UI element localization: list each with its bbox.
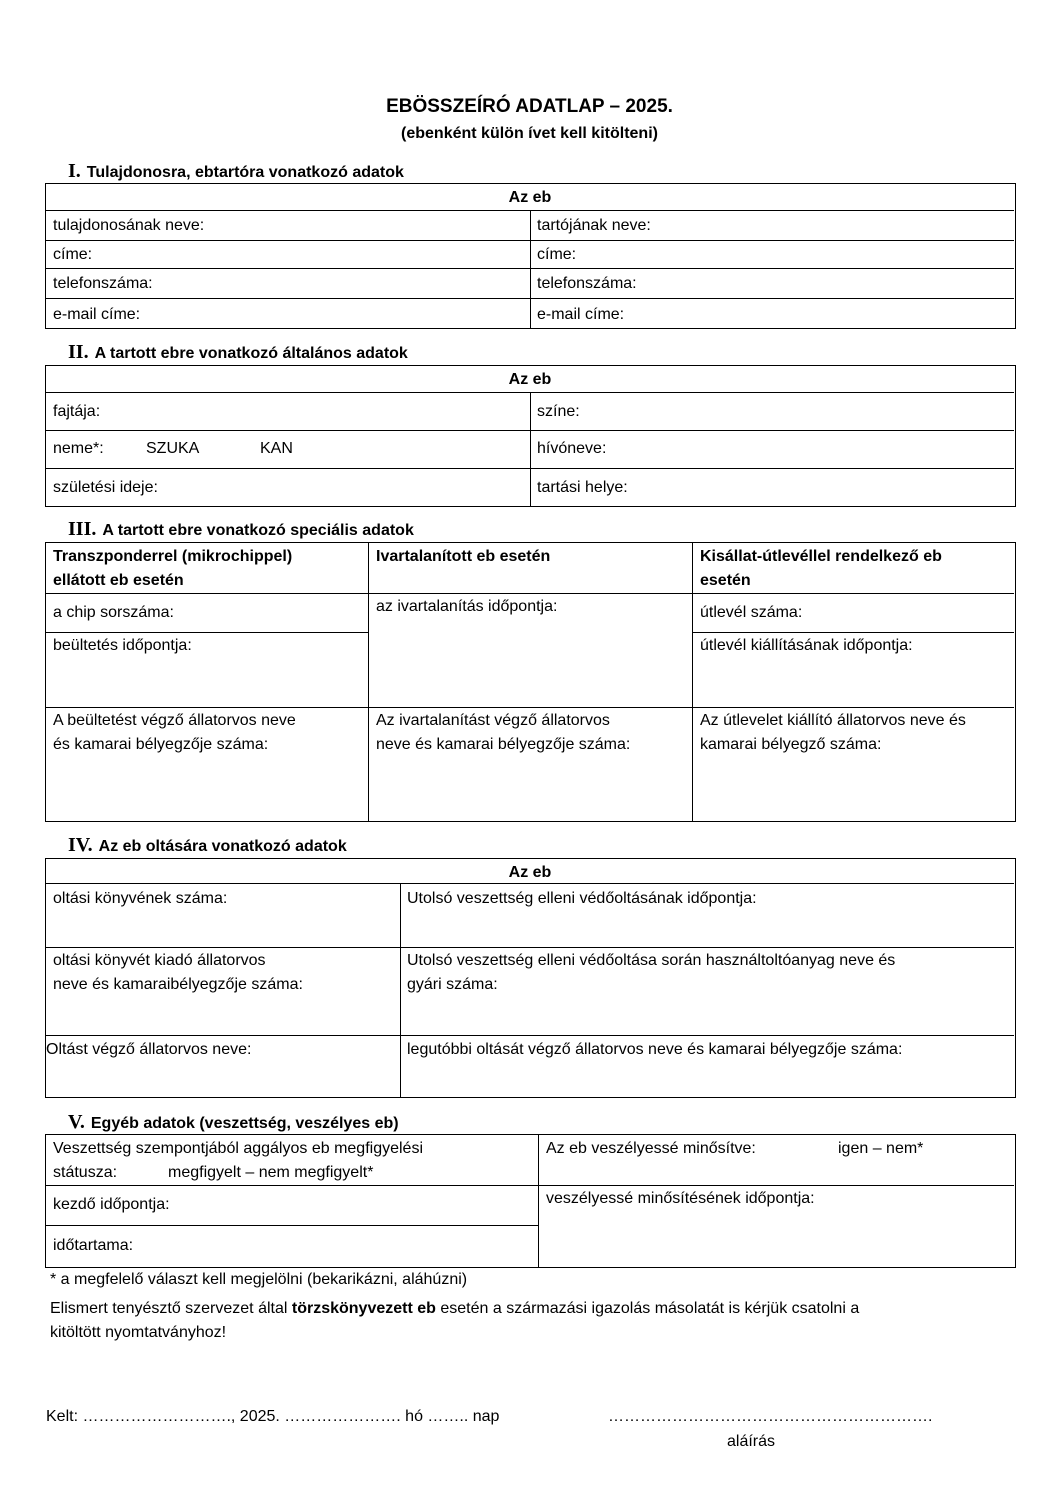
neuter-vet-label-1: Az ivartalanítást végző állatorvos [376,712,610,729]
pedigree-note-post: esetén a származási igazolás másolatát is kérjük csatolni a [435,1300,860,1317]
section-1-title: Tulajdonosra, ebtartóra vonatkozó adatok [86,164,404,181]
call-name-field[interactable]: hívóneve: [537,440,607,457]
dangerous-label: Az eb veszélyessé minősítve: [546,1140,756,1157]
birth-date-field[interactable]: születési ideje: [53,479,158,496]
book-vet-label-2[interactable]: neve és kamaraibélyegzője száma: [53,976,303,993]
section-3-roman: III. [68,518,97,540]
keeper-email-field[interactable]: e-mail címe: [537,306,625,323]
keep-place-field[interactable]: tartási helye: [537,479,628,496]
implant-vet-label-2[interactable]: és kamarai bélyegzője száma: [53,736,269,753]
passport-col-head-2: esetén [700,572,751,589]
general-table [45,365,1016,507]
section-5-roman: V. [68,1111,85,1133]
passport-col-head-1: Kisállat-útlevéllel rendelkező eb [700,548,942,565]
color-field[interactable]: színe: [537,403,580,420]
section-2-roman: II. [68,341,89,363]
implant-date-field[interactable]: beültetés időpontja: [53,637,192,654]
sex-option-male[interactable]: KAN [260,440,293,457]
sex-label: neme*: [53,440,104,457]
pedigree-note-line-1 [50,1297,859,1321]
section-2-heading [68,341,408,364]
chip-number-field[interactable]: a chip sorszáma: [53,604,174,621]
observation-duration-field[interactable]: időtartama: [53,1237,134,1254]
neuter-col-head: Ivartalanított eb esetén [376,548,551,565]
pedigree-note-line-2: kitöltött nyomtatványhoz! [50,1324,227,1341]
vaccination-table-head: Az eb [508,864,552,881]
section-3-title: A tartott ebre vonatkozó speciális adatok [102,522,414,539]
passport-vet-label-2[interactable]: kamarai bélyegző száma: [700,736,882,753]
section-1-roman: I. [68,160,81,182]
owner-phone-field[interactable]: telefonszáma: [53,275,153,292]
page-subtitle: (ebenként külön ívet kell kitölteni) [401,125,658,142]
special-table [45,542,1016,822]
keeper-name-field[interactable]: tartójának neve: [537,217,651,234]
section-4-roman: IV. [68,834,93,856]
keeper-phone-field[interactable]: telefonszáma: [537,275,637,292]
chip-col-head-1: Transzponderrel (mikrochippel) [53,548,293,565]
signature-line[interactable]: ……………………………………………………. [608,1408,933,1425]
pedigree-note-bold: törzskönyvezett eb [291,1300,436,1317]
owner-table-head: Az eb [508,189,552,206]
signature-label: aláírás [727,1433,776,1450]
passport-date-field[interactable]: útlevél kiállításának időpontja: [700,637,913,654]
dangerous-date-field[interactable]: veszélyessé minősítésének időpontja: [546,1190,815,1207]
observation-label-2: státusza: [53,1164,118,1181]
footnote: * a megfelelő választ kell megjelölni (bekarikázni, aláhúzni) [50,1271,468,1288]
book-vet-label-1: oltási könyvét kiadó állatorvos [53,952,266,969]
owner-email-field[interactable]: e-mail címe: [53,306,141,323]
general-table-head: Az eb [508,371,552,388]
dangerous-options[interactable]: igen – nem* [838,1140,924,1157]
keeper-address-field[interactable]: címe: [537,246,577,263]
owner-table [45,183,1016,329]
observation-label-1: Veszettség szempontjából aggályos eb megfigyelési [53,1140,423,1157]
implant-vet-label-1: A beültetést végző állatorvos neve [53,712,296,729]
owner-name-field[interactable]: tulajdonosának neve: [53,217,205,234]
neuter-date-field[interactable]: az ivartalanítás időpontja: [376,598,558,615]
chip-col-head-2: ellátott eb esetén [53,572,184,589]
neuter-vet-label-2[interactable]: neve és kamarai bélyegzője száma: [376,736,631,753]
last-vacc-vet-field[interactable]: legutóbbi oltását végző állatorvos neve és kamarai bélyegzője száma: [407,1041,903,1058]
vacc-book-number-field[interactable]: oltási könyvének száma: [53,890,228,907]
section-1-heading [68,160,404,183]
section-2-title: A tartott ebre vonatkozó általános adatok [94,345,408,362]
sex-option-female[interactable]: SZUKA [146,440,200,457]
section-4-title: Az eb oltására vonatkozó adatok [98,838,347,855]
other-table [45,1134,1016,1268]
vaccine-label-1: Utolsó veszettség elleni védőoltása során használtoltóanyag neve és [407,952,896,969]
owner-address-field[interactable]: címe: [53,246,93,263]
section-3-heading [68,518,414,541]
breed-field[interactable]: fajtája: [53,403,101,420]
section-5-title: Egyéb adatok (veszettség, veszélyes eb) [90,1115,399,1132]
section-4-heading [68,834,347,857]
passport-number-field[interactable]: útlevél száma: [700,604,803,621]
pedigree-note-pre: Elismert tenyésztő szervezet által [50,1300,292,1317]
page-title: EBÖSSZEÍRÓ ADATLAP – 2025. [386,96,673,117]
passport-vet-label-1: Az útlevelet kiállító állatorvos neve és [700,712,966,729]
section-5-heading [68,1111,399,1134]
observation-start-field[interactable]: kezdő időpontja: [53,1196,170,1213]
vaccine-label-2[interactable]: gyári száma: [407,976,498,993]
vaccination-table [45,858,1016,1098]
last-vacc-date-field[interactable]: Utolsó veszettség elleni védőoltásának időpontja: [407,890,757,907]
date-line[interactable]: Kelt: ………………………., 2025. …………………. hó …….. nap [46,1408,500,1425]
vacc-vet-name-field[interactable]: Oltást végző állatorvos neve: [46,1041,252,1058]
observation-options[interactable]: megfigyelt – nem megfigyelt* [168,1164,374,1181]
